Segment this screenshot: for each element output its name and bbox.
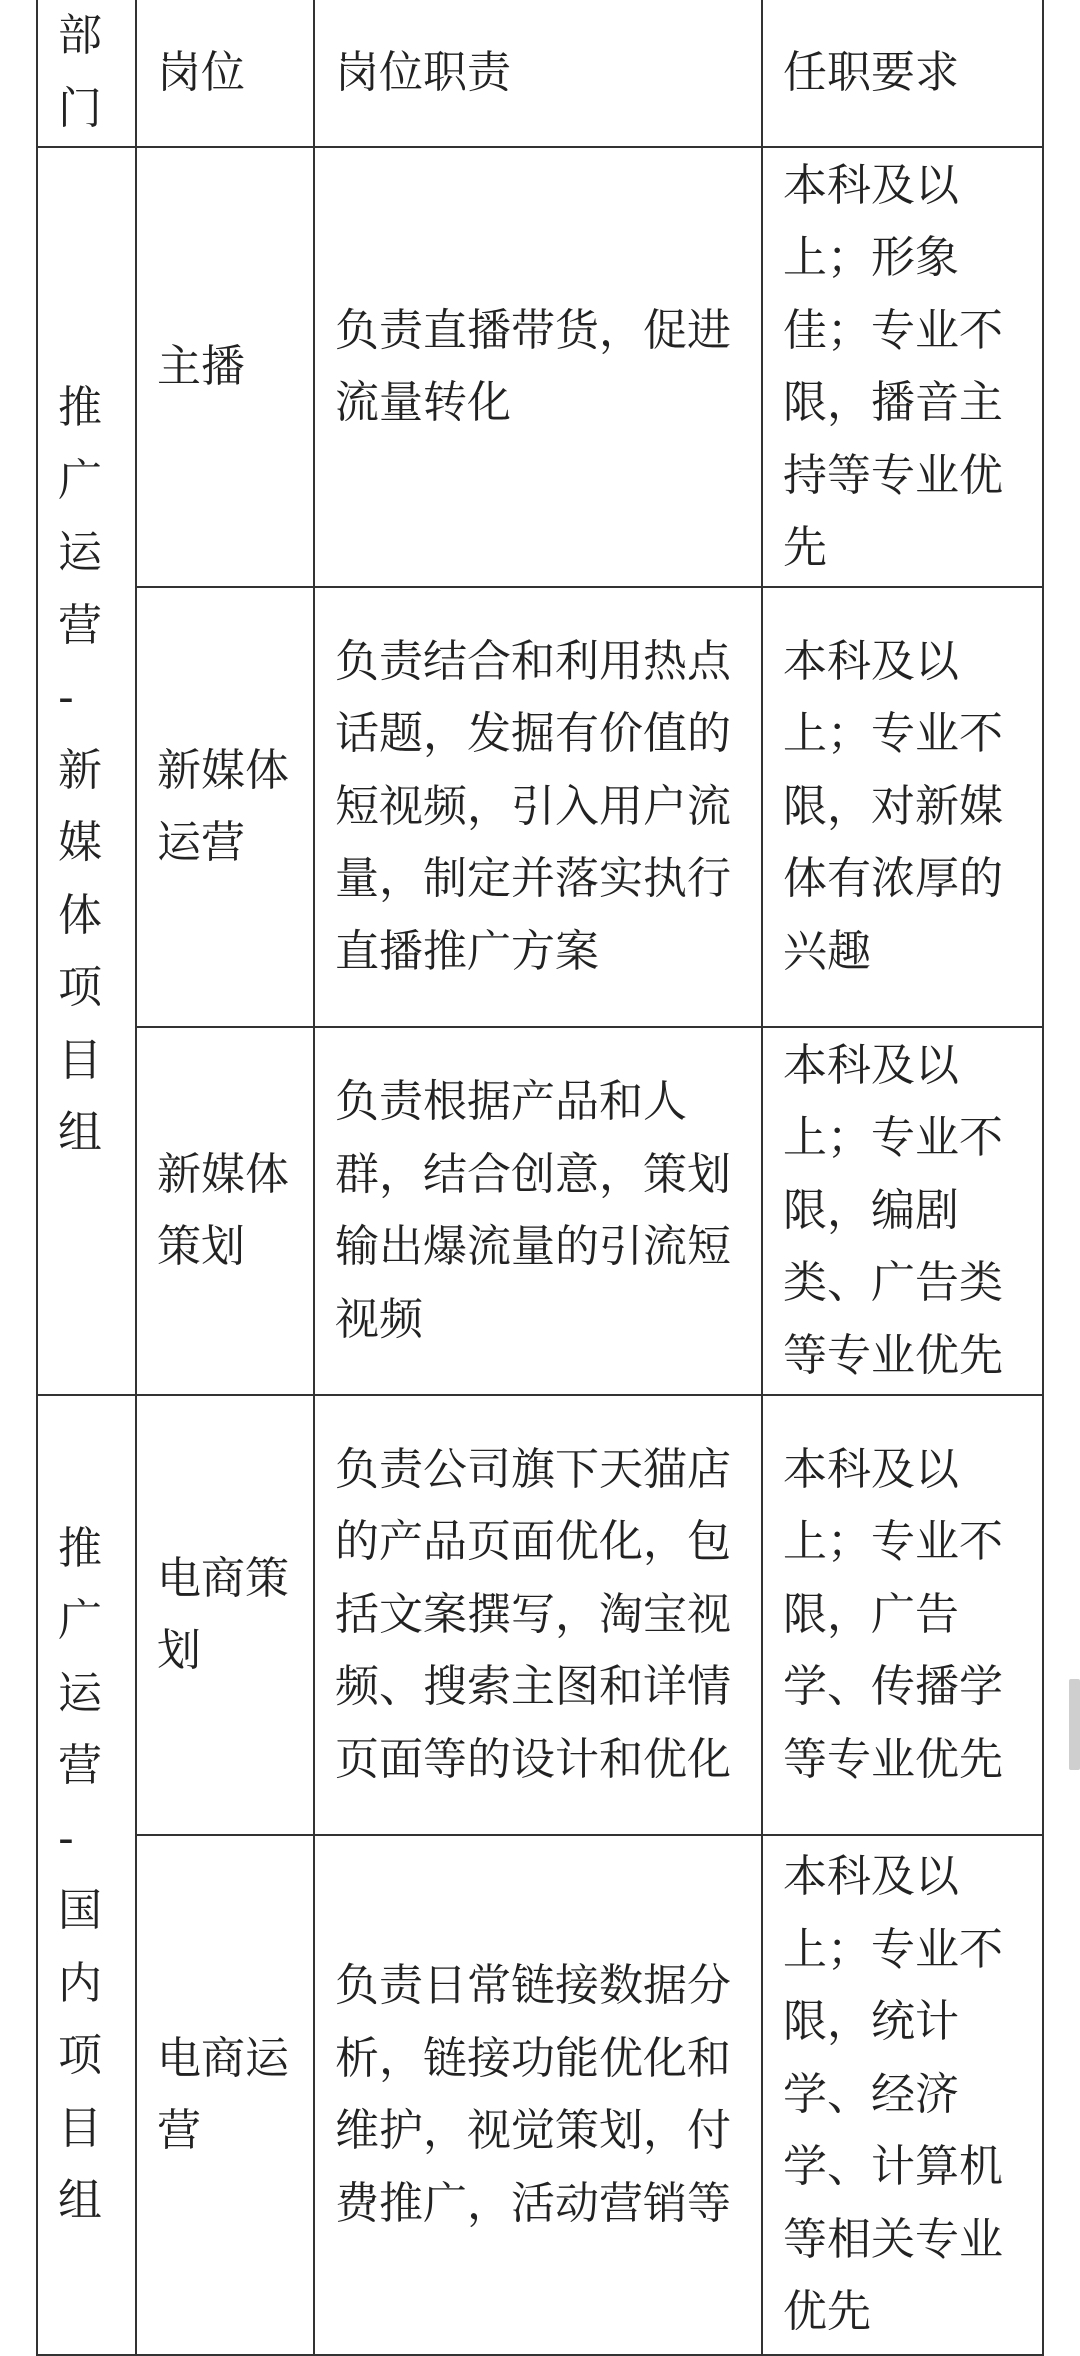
dept-cell [37, 1395, 136, 2355]
table-row [37, 587, 1043, 1027]
duties-cell: 负责结合和利用热点话题，发掘有价值的短视频，引入用户流量，制定并落实执行直播推广方案 [314, 587, 762, 1027]
position-cell: 新媒体运营 [136, 587, 314, 1027]
header-position: 岗位 [136, 0, 314, 147]
duties-cell: 负责直播带货，促进流量转化 [314, 147, 762, 587]
requirements-cell: 本科及以上；专业不限，对新媒体有浓厚的兴趣 [762, 587, 1043, 1027]
duties-cell: 负责日常链接数据分析，链接功能优化和维护，视觉策划，付费推广，活动营销等 [314, 1835, 762, 2355]
scrollbar-thumb[interactable] [1069, 1679, 1080, 1770]
table-row [37, 1027, 1043, 1395]
duties-cell: 负责公司旗下天猫店的产品页面优化，包括文案撰写，淘宝视频、搜索主图和详情页面等的设计和优化 [314, 1395, 762, 1835]
requirements-cell: 本科及以上；专业不限，编剧类、广告类等专业优先 [762, 1027, 1043, 1395]
dept-label: 推广运营-新媒体项目组 [58, 382, 102, 1159]
header-dept-label: 部门 [58, 10, 102, 134]
position-cell: 主播 [136, 147, 314, 587]
table-row [37, 147, 1043, 587]
position-cell: 电商策划 [136, 1395, 314, 1835]
table-header-row [37, 0, 1043, 147]
requirements-cell: 本科及以上；形象佳；专业不限，播音主持等专业优先 [762, 147, 1043, 587]
header-requirements: 任职要求 [762, 0, 1043, 147]
dept-label: 推广运营-国内项目组 [58, 1522, 102, 2226]
duties-cell: 负责根据产品和人群，结合创意，策划输出爆流量的引流短视频 [314, 1027, 762, 1395]
recruitment-table [36, 0, 1044, 2356]
requirements-cell: 本科及以上；专业不限，统计学、经济学、计算机等相关专业优先 [762, 1835, 1043, 2355]
position-cell: 电商运营 [136, 1835, 314, 2355]
header-dept [37, 0, 136, 147]
requirements-cell: 本科及以上；专业不限，广告学、传播学等专业优先 [762, 1395, 1043, 1835]
position-cell: 新媒体策划 [136, 1027, 314, 1395]
table-row [37, 1395, 1043, 1835]
header-duties: 岗位职责 [314, 0, 762, 147]
dept-cell [37, 147, 136, 1395]
table-row [37, 1835, 1043, 2355]
